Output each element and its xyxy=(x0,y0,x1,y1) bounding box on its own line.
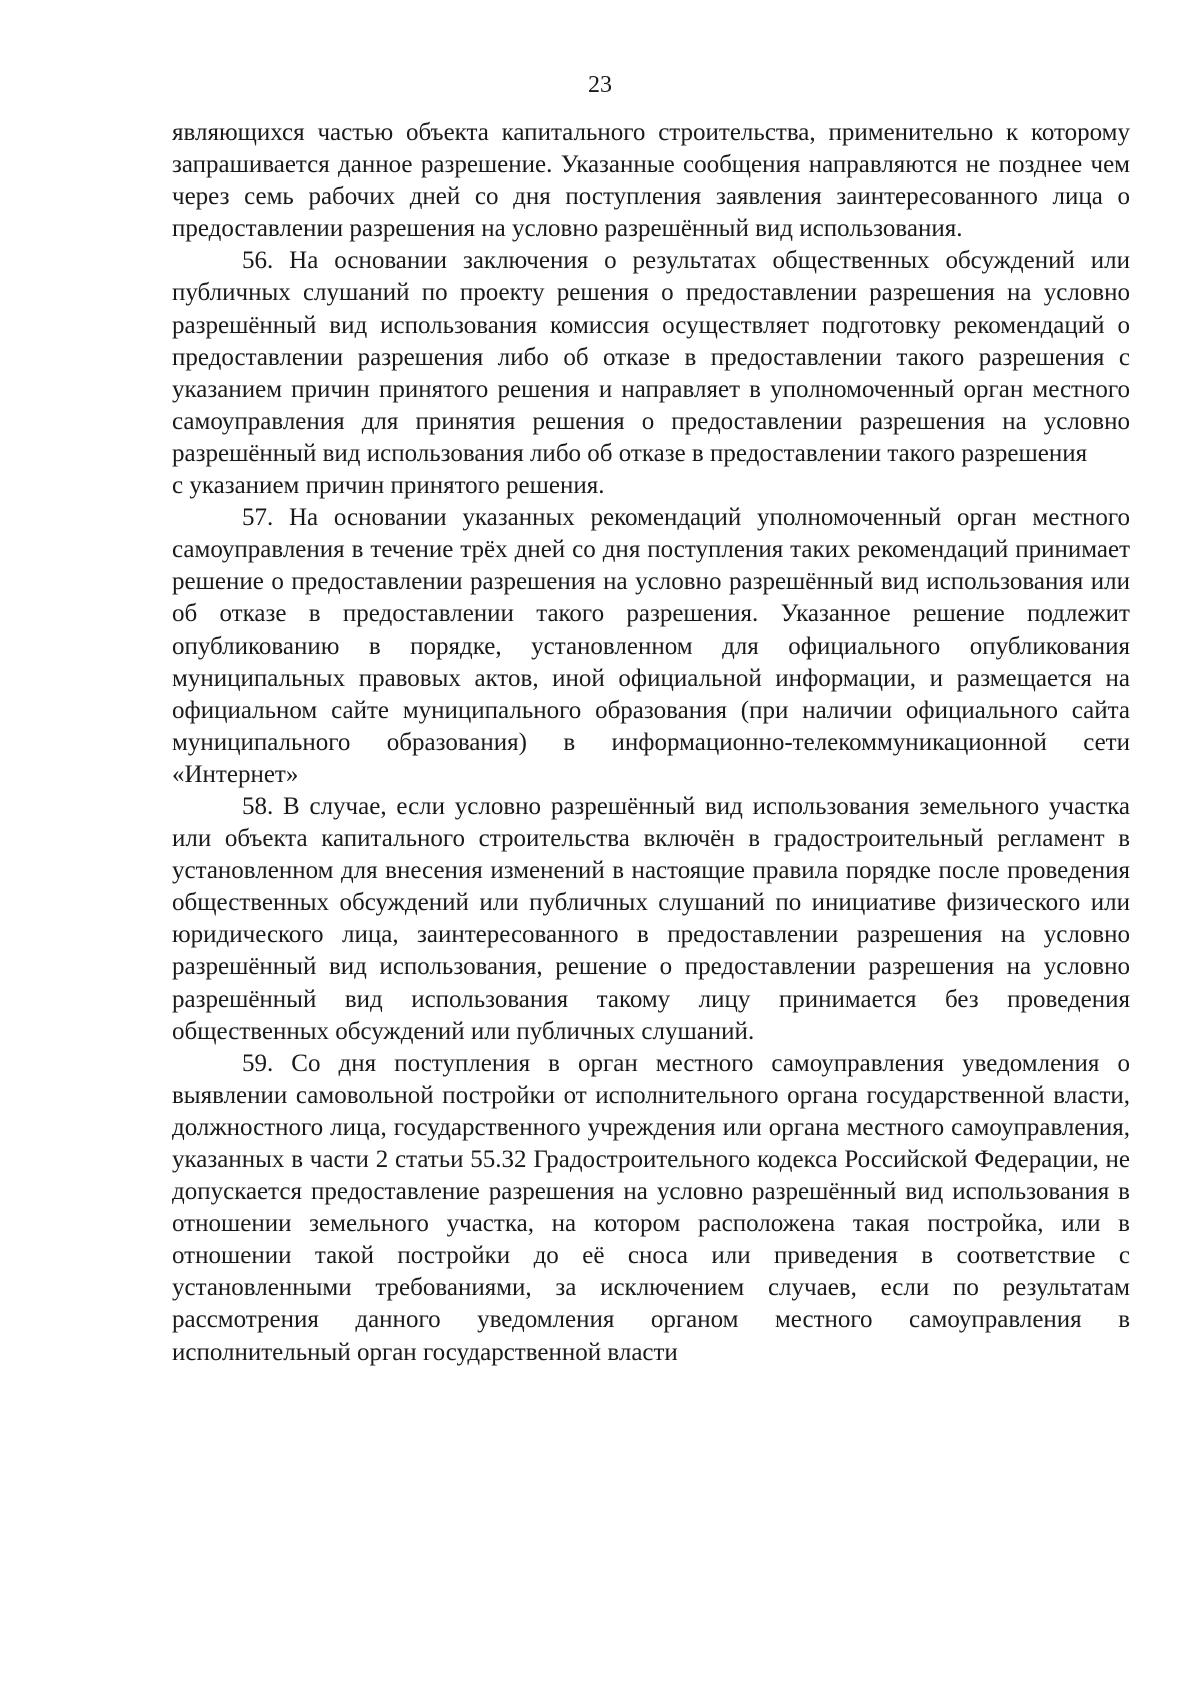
paragraph-continuation: являющихся частью объекта капитального строительства, применительно к которому запрашивается данное разрешение. Указанные сообщения направляются не позднее чем через семь рабочих дней со дня поступления заявления заинтересованного лица о предоставлении разрешения на условно разрешённый вид использования. xyxy=(172,119,1130,243)
paragraph-56-tail: с указанием причин принятого решения. xyxy=(172,472,605,500)
page-number: 23 xyxy=(588,72,612,98)
paragraph-56: 56. На основании заключения о результатах общественных обсуждений или публичных слушаний по проекту решения о предоставлении разрешения на условно разрешённый вид использования комиссия осуществляет подготовку рекомендаций о предоставлении разрешения либо об отказе в предоставлении такого разрешения с указанием причин принятого решения и направляет в уполномоченный орган местного самоуправления для принятия решения о предоставлении разрешения на условно разрешённый вид использования либо об отказе в предоставлении такого разрешения xyxy=(172,247,1130,467)
paragraph-58: 58. В случае, если условно разрешённый вид использования земельного участка или объекта капитального строительства включён в градостроительный регламент в установленном для внесения изменений в настоящие правила порядке после проведения общественных обсуждений или публичных слушаний по инициативе физического или юридического лица, заинтересованного в предоставлении разрешения на условно разрешённый вид использования, решение о предоставлении разрешения на условно разрешённый вид использования такому лицу принимается без проведения общественных обсуждений или публичных слушаний. xyxy=(172,792,1130,1045)
paragraph-57: 57. На основании указанных рекомендаций уполномоченный орган местного самоуправления в течение трёх дней со дня поступления таких рекомендаций принимает решение о предоставлении разрешения на условно разрешённый вид использования или об отказе в предоставлении такого разрешения. Указанное решение подлежит опубликованию в порядке, установленном для официального опубликования муниципальных правовых актов, иной официальной информации, и размещается на официальном сайте муниципального образования (при наличии официального сайта муниципального образования) в информационно-телекоммуникационной сети «Интернет» xyxy=(172,504,1130,788)
document-body xyxy=(172,117,1130,1369)
paragraph-59: 59. Со дня поступления в орган местного самоуправления уведомления о выявлении самовольной постройки от исполнительного органа государственной власти, должностного лица, государственного учреждения или органа местного самоуправления, указанных в части 2 статьи 55.32 Градостроительного кодекса Российской Федерации, не допускается предоставление разрешения на условно разрешённый вид использования в отношении земельного участка, на котором расположена такая постройка, или в отношении такой постройки до её сноса или приведения в соответствие с установленными требованиями, за исключением случаев, если по результатам рассмотрения данного уведомления органом местного самоуправления в исполнительный орган государственной власти xyxy=(172,1049,1130,1366)
